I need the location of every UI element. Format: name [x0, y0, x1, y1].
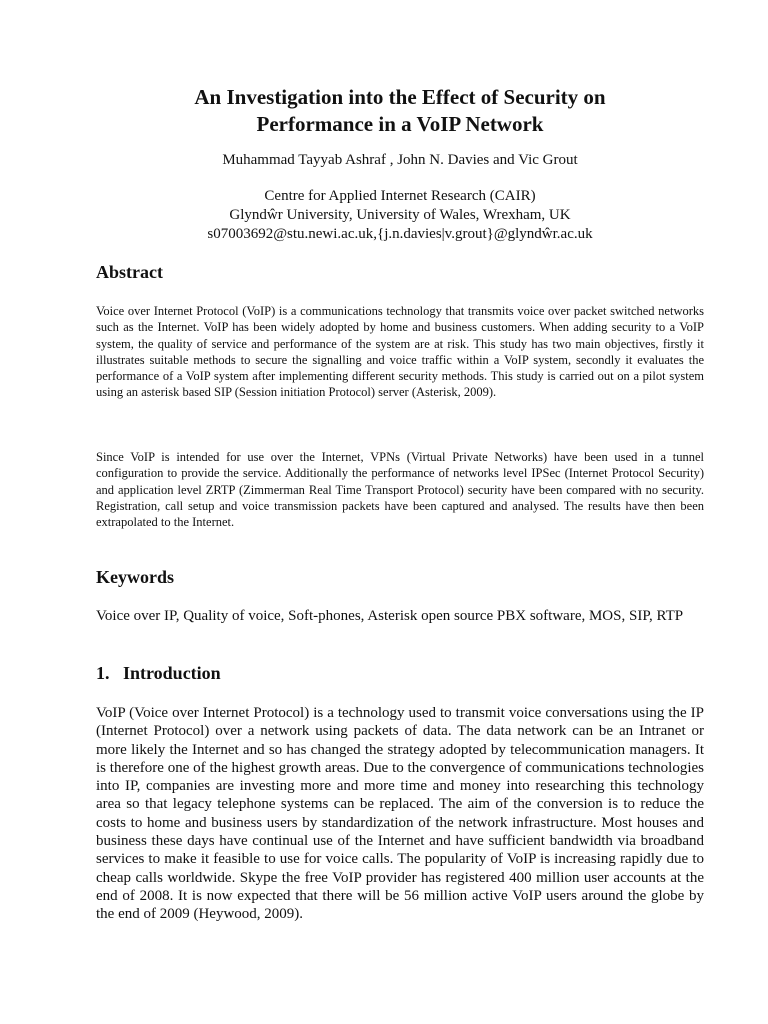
- affiliation-emails: s07003692@stu.newi.ac.uk,{j.n.davies|v.grout}@glyndŵr.ac.uk: [207, 226, 593, 242]
- keywords-text: Voice over IP, Quality of voice, Soft-phones, Asterisk open source PBX software, MOS, SIP, RTP: [96, 608, 684, 624]
- affiliation-line-1: Centre for Applied Internet Research (CAIR): [264, 188, 536, 204]
- abstract-paragraph-1: Voice over Internet Protocol (VoIP) is a communications technology that transmits voice over packet switched networks such as the Internet. VoIP has been widely adopted by home and business customers. When adding security to a VoIP system, the quality of service and performance of the system are at risk. This study has two main objectives, firstly it illustrates suitable methods to secure the signalling and voice traffic within a VoIP system, secondly it evaluates the performance of a VoIP system after implementing different security methods. This study is carried out on a pilot system using an asterisk based SIP (Session initiation Protocol) server (Asterisk, 2009).: [96, 304, 704, 400]
- title-line-1: An Investigation into the Effect of Security on: [194, 85, 606, 109]
- introduction-paragraph-1: VoIP (Voice over Internet Protocol) is a technology used to transmit voice conversations using the IP (Internet Protocol) over a network using packets of data. The data network can be an Intranet or more likely the Internet and so has changed the strategy adopted by telecommunication managers. It is therefore one of the highest growth areas. Due to the convergence of communications technologies into IP, companies are investing more and more time and money into researching this technology area so that legacy telephone systems can be replaced. The aim of the conversion is to reduce the costs to home and business users by standardization of the network infrastructure. Most houses and business these days have continual use of the Internet and have sufficient bandwidth via broadband services to make it feasible to use for voice calls. The popularity of VoIP is increasing rapidly due to cheap calls worldwide. Skype the free VoIP provider has registered 400 million user accounts at the end of 2008. It is now expected that there will be 56 million active VoIP users around the globe by the end of 2009 (Heywood, 2009).: [96, 705, 704, 923]
- introduction-heading: 1. Introduction: [96, 663, 221, 683]
- paper-title: [96, 84, 704, 138]
- abstract-heading: Abstract: [96, 262, 163, 282]
- affiliation-line-2: Glyndŵr University, University of Wales, Wrexham, UK: [229, 207, 571, 223]
- abstract-paragraph-2: Since VoIP is intended for use over the Internet, VPNs (Virtual Private Networks) have been used in a tunnel configuration to provide the service. Additionally the performance of networks level IPSec (Internet Protocol Security) and application level ZRTP (Zimmerman Real Time Transport Protocol) security have been compared with no security. Registration, call setup and voice transmission packets have been captured and analysed. The results have then been extrapolated to the Internet.: [96, 450, 704, 530]
- author-list: Muhammad Tayyab Ashraf , John N. Davies and Vic Grout: [222, 152, 578, 168]
- title-line-2: Performance in a VoIP Network: [256, 112, 544, 136]
- affiliation: [96, 187, 704, 244]
- keywords-heading: Keywords: [96, 567, 174, 587]
